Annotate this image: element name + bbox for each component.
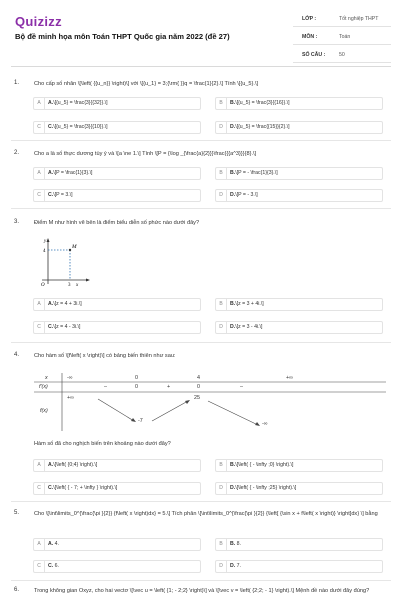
- option-letter: D: [216, 322, 227, 333]
- option-value: \[{u_5} = \frac{3}{{32}}.\]: [53, 100, 108, 106]
- table-row-x-label: x: [45, 375, 48, 381]
- arrow-down-2: [208, 401, 258, 425]
- table-row-fprime-label: f'(x): [39, 384, 48, 390]
- option-b[interactable]: [215, 538, 383, 551]
- point-label: M: [72, 244, 77, 250]
- option-text: [48, 460, 97, 471]
- table-f-value: -∞: [262, 421, 268, 427]
- option-value: 6.: [54, 563, 59, 569]
- question-number: 5.: [14, 510, 20, 516]
- option-text: [48, 168, 92, 179]
- option-b[interactable]: [215, 298, 383, 311]
- option-c[interactable]: [33, 121, 201, 134]
- option-a[interactable]: [33, 459, 201, 472]
- option-d[interactable]: [215, 482, 383, 495]
- option-label: D.: [230, 192, 236, 198]
- option-label: B.: [230, 100, 236, 106]
- question-text: Điểm M như hình vẽ bên là điểm biểu diễn số phức nào dưới đây?: [34, 220, 200, 226]
- option-value: \[{u_5} = \frac{3}{{10}}.\]: [53, 124, 108, 130]
- option-letter: C: [34, 190, 45, 201]
- table-f-value: -7: [138, 418, 143, 424]
- option-value: \[{u_5} = \frac{{15}}{2}.\]: [235, 124, 290, 130]
- option-text: [230, 483, 296, 494]
- question-number: 2.: [14, 150, 20, 156]
- option-text: [48, 539, 59, 550]
- option-label: D.: [230, 124, 236, 130]
- origin-label: O: [41, 283, 45, 288]
- question-text: Cho a là số thực dương tùy ý và \[a \ne 1.\] Tính \[P = {\log _{\frac{a}{2}}}\frac{{{a^3}}}{8}.\]: [34, 151, 257, 157]
- arrow-head-icon: [255, 422, 260, 426]
- info-row-subject: [293, 31, 391, 45]
- option-label: C.: [48, 192, 54, 198]
- info-row-count: [293, 49, 391, 63]
- x-arrow-icon: [86, 279, 90, 282]
- option-d[interactable]: [215, 321, 383, 334]
- option-letter: B: [216, 539, 227, 550]
- option-value: \[{u_5} = \frac{3}{{16}}.\]: [235, 100, 290, 106]
- option-text: [48, 190, 73, 201]
- option-text: [230, 190, 258, 201]
- option-label: D.: [230, 485, 236, 491]
- option-letter: A: [34, 299, 45, 310]
- table-row-f-label: f(x): [40, 408, 48, 414]
- option-text: [48, 98, 108, 109]
- table-f-value: +∞: [67, 395, 74, 401]
- option-value: \[z = 3 + 4i.\]: [235, 301, 264, 307]
- option-value: \[P = - \frac{1}{3}.\]: [235, 170, 278, 176]
- option-c[interactable]: [33, 321, 201, 334]
- option-letter: C: [34, 122, 45, 133]
- option-text: [48, 299, 82, 310]
- table-x-value: +∞: [286, 375, 293, 381]
- option-text: [48, 322, 80, 333]
- option-label: D.: [230, 563, 236, 569]
- variation-table-lines: [34, 373, 386, 431]
- option-c[interactable]: [33, 560, 201, 573]
- complex-plane-figure: [36, 236, 96, 288]
- info-row-class: [293, 13, 391, 27]
- option-value: 7.: [236, 563, 241, 569]
- option-letter: C: [34, 322, 45, 333]
- option-value: \[\left( { - \infty ;25} \right).\]: [235, 485, 297, 491]
- option-d[interactable]: [215, 121, 383, 134]
- table-fprime-value: –: [240, 384, 243, 390]
- option-letter: C: [34, 561, 45, 572]
- table-fprime-value: 0: [197, 384, 200, 390]
- variation-table: [34, 373, 386, 431]
- option-a[interactable]: [33, 298, 201, 311]
- document-title: Bộ đề minh họa môn Toán THPT Quốc gia năm 2022 (đề 27): [15, 32, 230, 41]
- info-value: Tốt nghiệp THPT: [339, 16, 379, 22]
- option-value: 8.: [236, 541, 241, 547]
- option-value: 4.: [54, 541, 59, 547]
- option-label: C.: [48, 124, 54, 130]
- option-value: \[z = 3 - 4i.\]: [235, 324, 263, 330]
- arrow-head-icon: [131, 418, 136, 422]
- option-value: \[\left( { - \infty ;0} \right).\]: [235, 462, 294, 468]
- option-letter: D: [216, 561, 227, 572]
- x-axis-label: x: [76, 283, 79, 288]
- option-label: A.: [48, 100, 54, 106]
- question-number: 3.: [14, 219, 20, 225]
- y-axis-label: y: [44, 239, 47, 244]
- option-value: \[P = \frac{1}{3}.\]: [53, 170, 93, 176]
- point-m: [69, 249, 71, 251]
- quizizz-logo: Quizizz: [15, 14, 62, 29]
- option-letter: A: [34, 539, 45, 550]
- option-d[interactable]: [215, 560, 383, 573]
- option-text: [230, 561, 241, 572]
- info-value: 50: [339, 52, 345, 58]
- question-text: Cho \[\int\limits_0^{\frac{\pi }{2}} {f\left( x \right)dx} = 5.\] Tích phân \[\int\limits_0^{\frac{\pi }{2}} {\left[ {\sin x + f\left( x \right)} \right]dx} \] bằng: [34, 511, 378, 517]
- option-letter: B: [216, 299, 227, 310]
- option-label: A.: [48, 301, 54, 307]
- option-value: \[\left( { - 7; + \infty } \right).\]: [53, 485, 118, 491]
- option-c[interactable]: [33, 482, 201, 495]
- info-box: [293, 13, 391, 67]
- question-subtext: Hàm số đã cho nghịch biến trên khoảng nào dưới đây?: [34, 441, 171, 447]
- question-divider: [11, 208, 391, 209]
- option-value: \[P = - 3.\]: [235, 192, 258, 198]
- x-tick-label: 3: [68, 283, 71, 288]
- option-value: \[z = 4 - 3i.\]: [53, 324, 81, 330]
- option-label: B.: [230, 462, 236, 468]
- option-label: C.: [48, 324, 54, 330]
- question-text: Cho hàm số \[f\left( x \right)\] có bảng biến thiên như sau:: [34, 353, 176, 359]
- question-text: Trong không gian Oxyz, cho hai vectơ \[\vec u = \left( {1; - 2;2} \right)\] và \[\vec v = \left( {2;2; - 1} \right).\] Mệnh đề nào dưới đây đúng?: [34, 588, 370, 594]
- option-text: [230, 168, 278, 179]
- option-a[interactable]: [33, 538, 201, 551]
- option-letter: A: [34, 98, 45, 109]
- header-divider: [11, 66, 391, 67]
- question-divider: [11, 140, 391, 141]
- option-label: A.: [48, 541, 54, 547]
- info-key: MÔN :: [302, 34, 318, 40]
- option-label: B.: [230, 301, 236, 307]
- option-text: [48, 483, 117, 494]
- table-f-value: 25: [194, 395, 200, 401]
- option-letter: B: [216, 98, 227, 109]
- info-key: SỐ CÂU :: [302, 52, 326, 58]
- option-letter: A: [34, 168, 45, 179]
- option-letter: D: [216, 190, 227, 201]
- option-letter: B: [216, 168, 227, 179]
- arrow-down-1: [98, 399, 134, 421]
- table-x-value: -∞: [67, 375, 73, 381]
- table-fprime-value: +: [167, 384, 171, 390]
- page-header: [0, 0, 400, 62]
- option-letter: D: [216, 122, 227, 133]
- y-arrow-icon: [47, 238, 50, 242]
- option-label: B.: [230, 170, 236, 176]
- question-divider: [11, 501, 391, 502]
- option-text: [48, 561, 59, 572]
- table-x-value: 0: [135, 375, 138, 381]
- option-text: [230, 299, 264, 310]
- table-fprime-value: 0: [135, 384, 138, 390]
- option-value: \[z = 4 + 3i.\]: [53, 301, 82, 307]
- question-divider: [11, 580, 391, 581]
- option-label: B.: [230, 541, 236, 547]
- option-value: \[\left( {0;4} \right).\]: [53, 462, 98, 468]
- option-label: A.: [48, 170, 54, 176]
- option-text: [230, 539, 241, 550]
- option-letter: D: [216, 483, 227, 494]
- info-value: Toán: [339, 34, 351, 40]
- info-key: LỚP :: [302, 16, 317, 22]
- option-text: [230, 322, 262, 333]
- option-b[interactable]: [215, 167, 383, 180]
- table-fprime-value: –: [104, 384, 107, 390]
- table-x-value: 4: [197, 375, 200, 381]
- question-number: 4.: [14, 352, 20, 358]
- option-label: C.: [48, 563, 54, 569]
- option-text: [230, 98, 290, 109]
- option-b[interactable]: [215, 97, 383, 110]
- arrow-head-icon: [185, 400, 190, 404]
- option-text: [48, 122, 108, 133]
- option-letter: B: [216, 460, 227, 471]
- option-a[interactable]: [33, 97, 201, 110]
- question-number: 1.: [14, 80, 20, 86]
- option-b[interactable]: [215, 459, 383, 472]
- option-label: A.: [48, 462, 54, 468]
- question-number: 6.: [14, 587, 20, 593]
- option-a[interactable]: [33, 167, 201, 180]
- option-c[interactable]: [33, 189, 201, 202]
- option-label: C.: [48, 485, 54, 491]
- option-label: D.: [230, 324, 236, 330]
- option-letter: C: [34, 483, 45, 494]
- question-divider: [11, 342, 391, 343]
- option-letter: A: [34, 460, 45, 471]
- option-text: [230, 460, 293, 471]
- option-d[interactable]: [215, 189, 383, 202]
- arrow-up: [152, 401, 188, 421]
- option-text: [230, 122, 290, 133]
- option-value: \[P = 3.\]: [53, 192, 73, 198]
- question-text: Cho cấp số nhân \[\left( {{u_n}} \right)\] với \[{u_1} = 3;{\rm{ }}q = \frac{1}{2}.\] Tính \[{u_5}.\]: [34, 81, 259, 87]
- y-tick-label: 4: [43, 249, 46, 254]
